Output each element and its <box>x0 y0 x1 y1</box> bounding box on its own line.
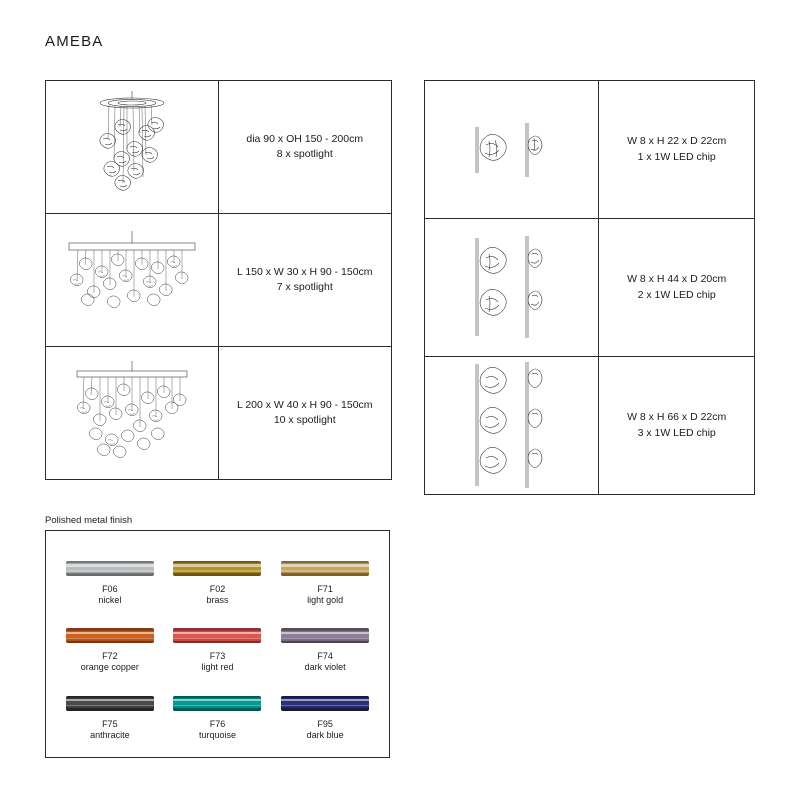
single-module-wall-lamp-drawing <box>425 81 599 218</box>
finish-item-f95[interactable] <box>271 680 379 747</box>
round-cluster-chandelier-drawing <box>46 81 219 213</box>
dimensions-text: W 8 x H 22 x D 22cm <box>627 135 727 148</box>
table-row <box>46 347 391 479</box>
swatch-light-red <box>173 628 261 643</box>
lamping-text: 8 x spotlight <box>276 148 333 160</box>
finish-name: orange copper <box>80 662 139 673</box>
table-row <box>46 214 391 347</box>
finish-code: F02 <box>209 584 226 594</box>
finish-code: F73 <box>209 651 226 662</box>
wall-spec-2 <box>599 219 754 356</box>
lamping-text: 3 x 1W LED chip <box>637 426 716 439</box>
finish-code: F06 <box>102 584 118 594</box>
pendant-spec-3 <box>219 347 392 479</box>
finish-name: dark violet <box>304 662 346 673</box>
table-row <box>425 357 754 494</box>
finish-name: anthracite <box>90 729 130 740</box>
double-module-wall-lamp-drawing <box>425 219 599 356</box>
finish-code: F72 <box>102 651 118 662</box>
wall-spec-3 <box>599 357 754 494</box>
swatch-turquoise <box>173 696 261 711</box>
swatch-brass <box>173 561 261 576</box>
finish-item-f74[interactable] <box>271 612 379 679</box>
finish-name: dark blue <box>306 729 344 740</box>
finish-swatch-box <box>45 530 390 758</box>
swatch-dark-violet <box>281 628 369 643</box>
linear-chandelier-drawing <box>46 214 219 346</box>
finish-code: F95 <box>317 718 333 729</box>
finish-code: F76 <box>209 718 226 729</box>
finish-code: F75 <box>102 718 118 729</box>
finish-section-label: Polished metal finish <box>45 515 133 526</box>
swatch-dark-blue <box>281 696 369 711</box>
finish-item-f75[interactable] <box>56 680 164 747</box>
rectangular-cluster-chandelier-drawing <box>46 347 219 479</box>
wall-lamp-spec-table <box>424 80 755 495</box>
finish-item-f02[interactable] <box>164 545 272 612</box>
finish-code: F71 <box>317 584 333 594</box>
pendant-spec-2 <box>219 214 392 346</box>
finish-name: brass <box>206 595 229 605</box>
lamping-text: 10 x spotlight <box>273 414 336 426</box>
table-row <box>425 81 754 219</box>
swatch-anthracite <box>66 696 154 711</box>
finish-grid <box>46 531 389 757</box>
finish-item-f06[interactable] <box>56 545 164 612</box>
swatch-nickel <box>66 561 154 576</box>
swatch-orange-copper <box>66 628 154 643</box>
dimensions-text: L 200 x W 40 x H 90 - 150cm <box>236 398 373 411</box>
finish-item-f72[interactable] <box>56 612 164 679</box>
page-title: AMEBA <box>45 33 104 50</box>
finish-name: turquoise <box>198 729 236 740</box>
finish-name: light gold <box>307 595 344 605</box>
finish-name: light red <box>201 662 234 673</box>
pendant-spec-table <box>45 80 392 480</box>
triple-module-wall-lamp-drawing <box>425 357 599 494</box>
dimensions-text: dia 90 x OH 150 - 200cm <box>246 132 364 145</box>
wall-spec-1 <box>599 81 754 218</box>
table-row <box>46 81 391 214</box>
swatch-light-gold <box>281 561 369 576</box>
dimensions-text: W 8 x H 44 x D 20cm <box>627 273 727 286</box>
finish-item-f71[interactable] <box>271 545 379 612</box>
finish-code: F74 <box>317 651 333 662</box>
finish-item-f73[interactable] <box>164 612 272 679</box>
finish-name: nickel <box>98 595 122 605</box>
dimensions-text: L 150 x W 30 x H 90 - 150cm <box>236 265 373 278</box>
pendant-spec-1 <box>219 81 392 213</box>
table-row <box>425 219 754 357</box>
finish-item-f76[interactable] <box>164 680 272 747</box>
lamping-text: 1 x 1W LED chip <box>637 150 716 163</box>
lamping-text: 7 x spotlight <box>276 281 333 293</box>
lamping-text: 2 x 1W LED chip <box>637 288 716 301</box>
dimensions-text: W 8 x H 66 x D 22cm <box>627 411 727 424</box>
